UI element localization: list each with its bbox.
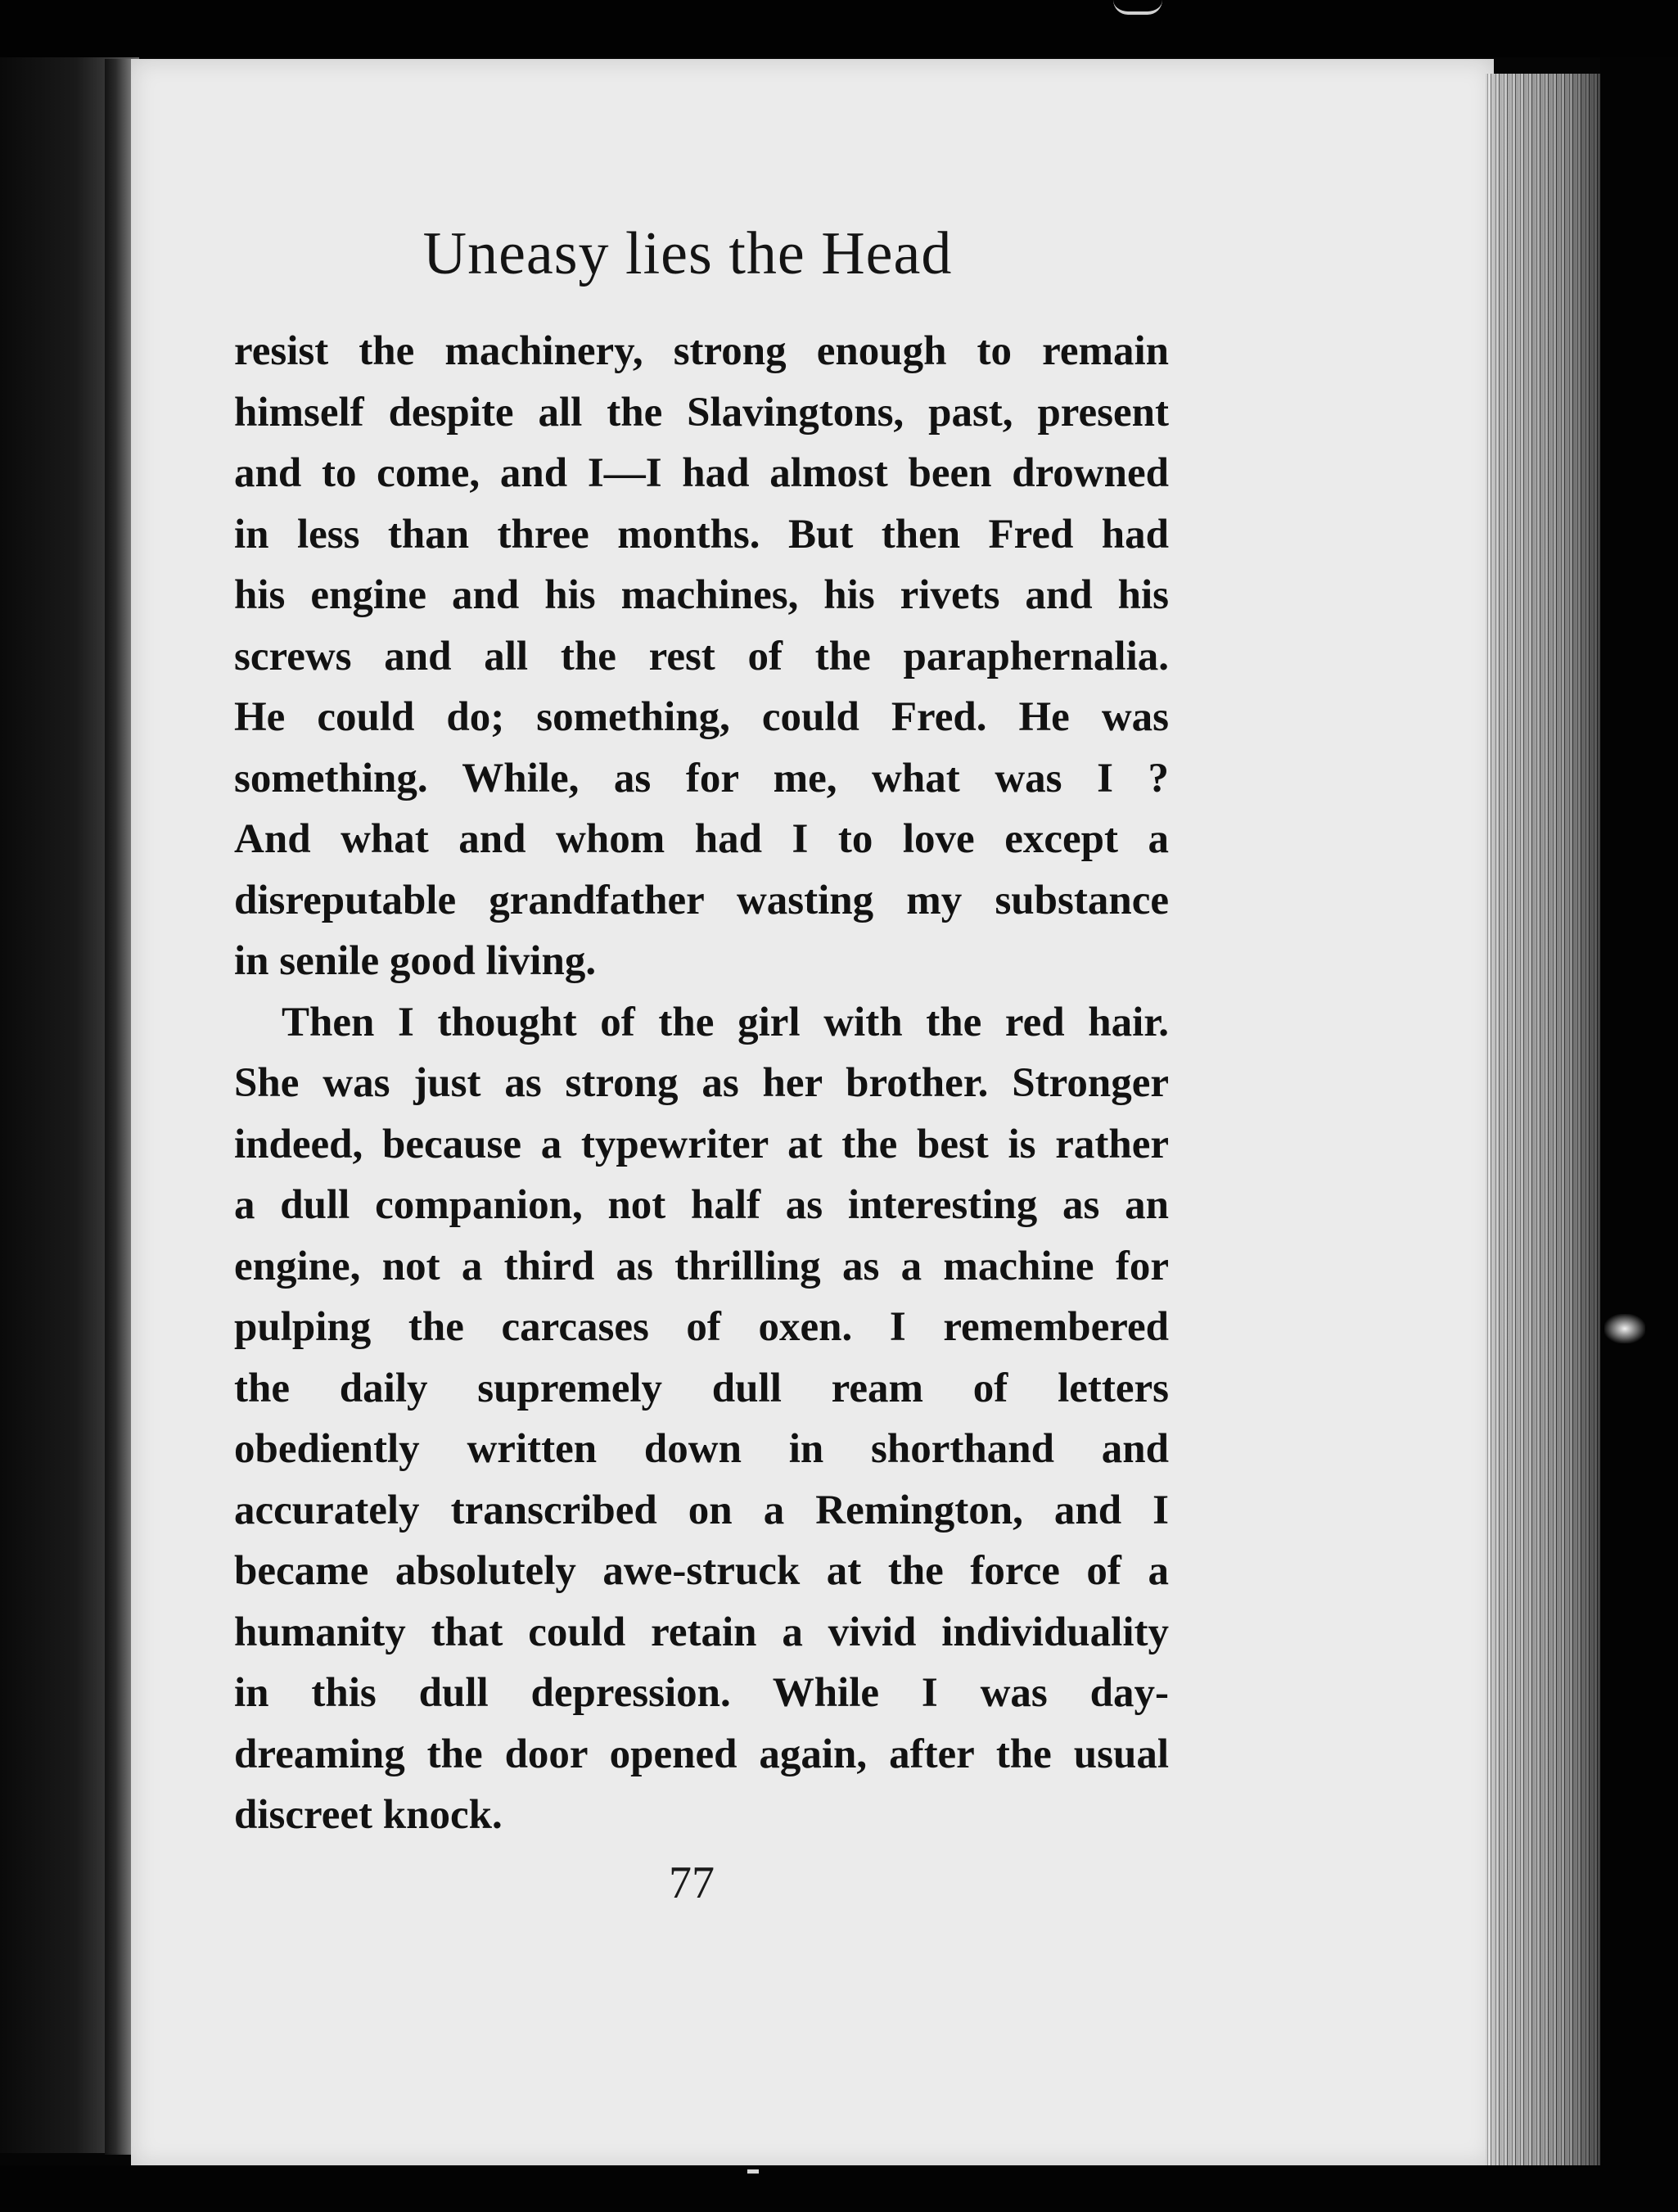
top-notch-mark xyxy=(1113,0,1162,15)
text-line: And what and whom had I to love except a xyxy=(234,816,1169,862)
text-line: himself despite all the Slavingtons, past, present xyxy=(234,389,1169,436)
text-line: something. While, as for me, what was I ? xyxy=(234,755,1169,801)
text-line: became absolutely awe-struck at the force of a xyxy=(234,1548,1169,1594)
text-line: a dull companion, not half as interesting as an xyxy=(234,1182,1169,1228)
text-line: humanity that could retain a vivid individuality xyxy=(234,1609,1169,1655)
page-number: 77 xyxy=(669,1858,715,1908)
text-line: the daily supremely dull ream of letters xyxy=(234,1365,1169,1411)
text-line: indeed, because a typewriter at the best is rather xyxy=(234,1121,1169,1167)
text-line: dreaming the door opened again, after the usual xyxy=(234,1731,1169,1777)
text-line: accurately transcribed on a Remington, and I xyxy=(234,1487,1169,1533)
text-line: pulping the carcases of oxen. I remembered xyxy=(234,1304,1169,1350)
text-line: She was just as strong as her brother. Stronger xyxy=(234,1060,1169,1106)
gutter-edge xyxy=(105,59,133,2155)
bottom-border xyxy=(0,2165,1678,2212)
running-head: Uneasy lies the Head xyxy=(422,220,953,287)
paragraph xyxy=(234,321,1169,992)
body-text xyxy=(234,321,1169,1846)
text-line: discreet knock. xyxy=(234,1792,503,1838)
text-line: his engine and his machines, his rivets and his xyxy=(234,572,1169,618)
light-glare xyxy=(1604,1314,1645,1343)
text-line: and to come, and I—I had almost been drowned xyxy=(234,450,1169,496)
text-line: in this dull depression. While I was day- xyxy=(234,1670,1169,1716)
page-edge-shadow xyxy=(1486,74,1600,2165)
text-line: in less than three months. But then Fred had xyxy=(234,511,1169,558)
text-line: engine, not a third as thrilling as a machine for xyxy=(234,1243,1169,1289)
text-line: resist the machinery, strong enough to remain xyxy=(234,328,1169,374)
text-line: screws and all the rest of the paraphernalia. xyxy=(234,633,1169,679)
bottom-mark xyxy=(747,2169,759,2174)
paragraph xyxy=(234,992,1169,1846)
text-line: Then I thought of the girl with the red hair. xyxy=(282,999,1169,1045)
text-line: in senile good living. xyxy=(234,938,597,984)
text-line: obediently written down in shorthand and xyxy=(234,1426,1169,1472)
right-border xyxy=(1600,57,1678,2212)
text-line: disreputable grandfather wasting my substance xyxy=(234,877,1169,923)
text-line: He could do; something, could Fred. He was xyxy=(234,694,1169,740)
top-border xyxy=(0,0,1678,57)
